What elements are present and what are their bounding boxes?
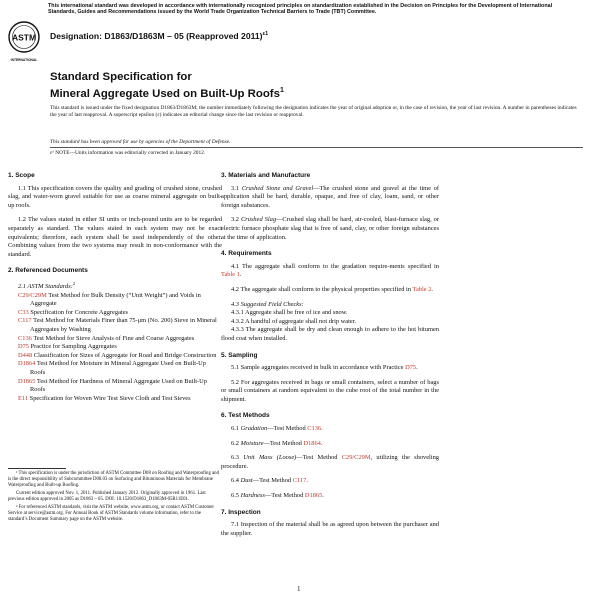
designation	[50, 31, 268, 41]
test-method-link[interactable]: C136	[307, 425, 322, 433]
paragraph-2-1: 2.1 ASTM Standards:$^2$	[18, 280, 76, 291]
paragraph-4-1: 4.1 The aggregate shall conform to the gradation require-ments specified in Table 1.	[221, 262, 439, 279]
left-column	[8, 172, 222, 403]
test-method-link[interactable]: C117	[292, 477, 307, 485]
d75-link[interactable]: D75	[405, 364, 417, 372]
reference-link[interactable]: D448	[18, 351, 33, 359]
svg-text:ASTM: ASTM	[11, 32, 37, 43]
svg-text:INTERNATIONAL: INTERNATIONAL	[10, 58, 38, 62]
section-heading-referenced-documents: 2. Referenced Documents	[8, 267, 88, 275]
reference-link[interactable]: D75	[18, 343, 30, 351]
divider	[50, 147, 583, 148]
astm-logo	[8, 21, 40, 65]
title-footnote-mark: 1	[279, 87, 284, 94]
reference-item: E11 Specification for Woven Wire Test Sieve Cloth and Test Sieves	[18, 394, 191, 402]
reference-item: C33 Specification for Concrete Aggregates	[18, 308, 129, 316]
reference-link[interactable]: D1864	[18, 360, 36, 368]
document-title	[50, 70, 284, 101]
test-method-link[interactable]: D1865	[304, 492, 323, 500]
dod-approval-note: This standard has been approved for use by agencies of the Department of Defense.	[50, 139, 231, 145]
paragraph-6-1: 6.1 Gradation—Test Method C136.	[231, 425, 323, 433]
section-heading-scope: 1. Scope	[8, 172, 35, 179]
reference-link[interactable]: D1865	[18, 377, 36, 385]
right-column	[221, 172, 439, 544]
test-method-link[interactable]: C29/C29M	[341, 454, 371, 462]
reference-link[interactable]: C117	[18, 317, 32, 325]
reference-link[interactable]: E11	[18, 394, 29, 402]
paragraph-5-2: 5.2 For aggregates received in bags or small containers, select a number of bags or small containers at random equivalent to the cube root of the total number in the shipment.	[221, 378, 439, 403]
reference-item: D1864 Test Method for Moisture in Mineral Aggregate Used on Built-Up Roofs	[18, 360, 206, 376]
paragraph-6-2: 6.2 Moisture—Test Method D1864.	[231, 439, 323, 447]
table-2-link[interactable]: Table 2	[412, 285, 432, 293]
section-heading-materials: 3. Materials and Manufacture	[221, 172, 311, 179]
section-heading-sampling: 5. Sampling	[221, 351, 258, 359]
paragraph-4-3: 4.3 Suggested Field Checks:	[231, 300, 304, 308]
footnote-1: ¹ This specification is under the jurisdiction of ASTM Committee D08 on Roofing and Waterproofing and is the direct responsibility of Subcommittee D08.03 on Surfacing and Bituminous Materials for Membrane Waterproofing and Built-up Roofing.	[8, 471, 219, 488]
title-line-1: Standard Specification for	[50, 71, 192, 83]
footnote-mark-2: 2	[72, 280, 76, 286]
paragraph-4-3-3: 4.3.3 The aggregate shall be dry and clean enough to adhere to the hot bitumen flood coat when installed.	[221, 326, 439, 342]
paragraph-3-1: 3.1 Crushed Stone and Gravel—The crushed stone and gravel at the time of application shall be hard, durable, opaque, and free of clay, loam, sand, or other foreign substances.	[221, 184, 440, 209]
paragraph-5-1: 5.1 Sample aggregates received in bulk in accordance with Practice D75.	[231, 364, 418, 372]
paragraph-4-2: 4.2 The aggregate shall conform to the physical properties specified in Table 2.	[231, 285, 434, 293]
paragraph-4-3-1: 4.3.1 Aggregate shall be free of ice and snow.	[231, 309, 348, 317]
footnote-divider	[8, 468, 66, 469]
reference-link[interactable]: C33	[18, 308, 29, 316]
designation-epsilon: ε1	[262, 31, 269, 38]
international-standard-notice: This international standard was developed in accordance with internationally recognized principles on standardization established in the Decision on Principles for the Development of International Standards, Guides and Recommendations issued by the World Trade Organization Technical Barriers to Trade (TBT) Committee.	[48, 3, 553, 16]
footnotes	[8, 471, 220, 525]
footnote-1-continued: Current edition approved Nov. 1, 2011. Published January 2012. Originally approved in 1961. Last previous edition approved in 2005 as D1863 – 05. DOI: 10.1520/D1863_D1863M-05R11E01.	[8, 491, 206, 502]
paragraph-7-1: 7.1 Inspection of the material shall be as agreed upon between the purchaser and the supplier.	[221, 521, 439, 537]
title-line-2: Mineral Aggregate Used on Built-Up Roofs$^1$	[50, 87, 284, 100]
reference-item: C29/C29M Test Method for Bulk Density (“Unit Weight”) and Voids in Aggregate	[18, 291, 201, 308]
paragraph-6-5: 6.5 Hardness—Test Method D1865.	[231, 492, 324, 500]
footnote-2: ² For referenced ASTM standards, visit the ASTM website, www.astm.org, or contact ASTM Customer Service at service@astm.org. For Annual Book of ASTM Standards volume information, refer to the standard’s Document Summary page on the ASTM website.	[8, 505, 214, 522]
reference-item: D75 Practice for Sampling Aggregates	[18, 343, 117, 351]
table-1-link[interactable]: Table 1	[221, 271, 240, 279]
reference-list	[8, 292, 222, 404]
paragraph-6-4: 6.4 Dust—Test Method C117.	[231, 477, 308, 485]
paragraph-3-2: 3.2 Crushed Slag—Crushed slag shall be hard, air-cooled, blast-furnace slag, or electric furnace phosphate slag that is free of sand, clay, or other foreign substances at the time of application.	[221, 216, 440, 241]
reference-link[interactable]: C136	[18, 334, 32, 342]
section-heading-inspection: 7. Inspection	[221, 508, 261, 516]
reference-item: D1865 Test Method for Hardness of Mineral Aggregate Used on Built-Up Roofs	[18, 377, 207, 394]
test-method-link[interactable]: D1864	[303, 439, 321, 447]
page-number: 1	[297, 585, 301, 593]
paragraph-4-3-2: 4.3.2 A handful of aggregate shall not drip water.	[231, 317, 357, 325]
reference-item: C117 Test Method for Materials Finer than 75-μm (No. 200) Sieve in Mineral Aggregates by Washing	[18, 317, 217, 334]
designation-text: Designation: D1863/D1863M – 05 (Reapproved 2011)	[50, 31, 263, 41]
reference-item: D448 Classification for Sizes of Aggregate for Road and Bridge Construction	[18, 351, 217, 359]
section-heading-test-methods: 6. Test Methods	[221, 412, 270, 420]
section-heading-requirements: 4. Requirements	[221, 250, 272, 258]
paragraph-6-3: 6.3 Unit Mass (Loose)—Test Method C29/C29M, utilizing the shoveling procedure.	[221, 454, 439, 470]
reference-link[interactable]: C29/C29M	[18, 291, 47, 299]
paragraph-1-1: 1.1 This specification covers the quality and grading of crushed stone, crushed slag, and water-worn gravel suitable for use as coarse mineral aggregate on built-up roofs.	[8, 184, 222, 209]
editorial-note: ε¹ NOTE—Units information was editorially corrected in January 2012.	[50, 150, 206, 156]
reference-item: C136 Test Method for Sieve Analysis of Fine and Coarse Aggregates	[18, 334, 195, 342]
designation-explanation: This standard is issued under the fixed designation D1863/D1863M; the number immediately following the designation indicates the year of original adoption or, in the case of revision, the year of last revision. A number in parentheses indicates the year of last reapproval. A superscript epsilon (ε) indicates an editorial change since the last revision or reapproval.	[50, 105, 577, 118]
paragraph-1-2: 1.2 The values stated in either SI units or inch-pound units are to be regarded separately as standard. The values stated in each system may not be exact equivalents; therefore, each system shall be used independently of the other. Combining values from the two systems may result in non-conformance with the standard.	[8, 216, 222, 258]
